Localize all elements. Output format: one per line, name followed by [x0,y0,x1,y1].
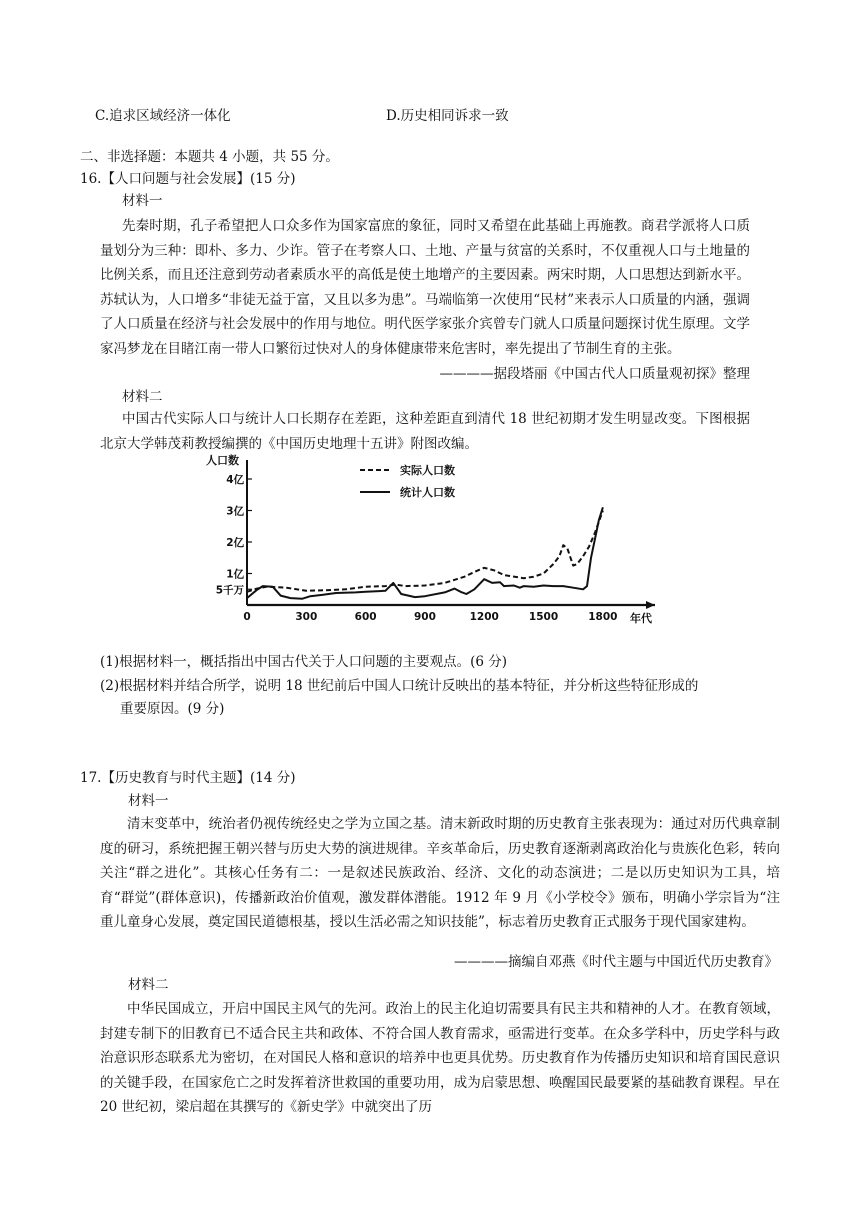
x-tick-label: 300 [295,611,318,623]
x-tick-label: 1200 [469,611,499,623]
x-tick-label: 0 [243,611,251,623]
q17-material2-text: 中华民国成立，开启中国民主风气的先河。政治上的民主化迫切需要具有民主共和精神的人才。在教育领域，封建专制下的旧教育已不适合民主共和政体、不符合国人教育需求，亟需进行变革。在众多学科中，历史学科与政治意识形态联系尤为密切，在对国民人格和意识的培养中也更具优势。历史教育作为传播历史知识和培育国民意识的关键手段，在国家危亡之时发挥着济世救国的重要功用，成为启蒙思想、唤醒国民最要紧的基础教育课程。早在 20 世纪初，梁启超在其撰写的《新史学》中就突出了历 [100,1001,780,1116]
q17-title: 17.【历史教育与时代主题】(14 分) [80,770,296,786]
q16-question1: (1)根据材料一，概括指出中国古代关于人口问题的主要观点。(6 分) [100,654,508,670]
q17-material1-label: 材料一 [128,793,169,809]
population-chart [200,448,670,628]
x-tick-label: 600 [354,611,377,623]
x-tick-label: 1500 [528,611,559,623]
x-tick-label: 900 [413,611,436,623]
y-tick-label: 4亿 [226,474,244,486]
y-tick-label: 1亿 [226,568,244,581]
q16-material1-source: ————据段塔丽《中国古代人口质量观初探》整理 [439,366,750,382]
q16-question2-line1: (2)根据材料并结合所学，说明 18 世纪前后中国人口统计反映出的基本特征，并分析这些特征形成的 [100,678,699,694]
legend-label-2: 统计人口数 [400,486,455,499]
option-d: D.历史相同诉求一致 [386,108,509,124]
q16-material1-text: 先秦时期，孔子希望把人口众多作为国家富庶的象征，同时又希望在此基础上再施教。商君学派将人口质量划分为三种：即朴、多力、少诈。管子在考察人口、土地、产量与贫富的关系时，不仅重视人口与土地量的比例关系，而且还注意到劳动者素质水平的高低是使土地增产的主要因素。两宋时期，人口思想达到新水平。苏轼认为，人口增多“非徒无益于富，又且以多为患”。马端临第一次使用“民材”来表示人口质量的内涵，强调了人口质量在经济与社会发展中的作用与地位。明代医学家张介宾曾专门就人口质量问题探讨优生原理。文学家冯梦龙在目睹江南一带人口繁衍过快对人的身体健康带来危害时，率先提出了节制生育的主张。 [100,218,750,357]
q17-material1-source: ————摘编自邓燕《时代主题与中国近代历史教育》 [454,954,778,970]
y-tick-label: 2亿 [226,537,244,549]
q16-material1-label: 材料一 [122,193,163,209]
legend-label-1: 实际人口数 [400,464,455,477]
q16-title: 16.【人口问题与社会发展】(15 分) [80,171,296,187]
q17-material1-text: 清末变革中，统治者仍视传统经史之学为立国之基。清末新政时期的历史教育主张表现为：通过对历代典章制度的研习，系统把握王朝兴替与历史大势的演进规律。辛亥革命后，历史教育逐渐剥离政治化与贵族化色彩，转向关注“群之进化”。其核心任务有二：一是叙述民族政治、经济、文化的动态演进；二是以历史知识为工具，培育“群觉”(群体意识)，传播新政治价值观，激发群体潜能。1912 年 9 月《小学校令》颁布，明确小学宗旨为“注重儿童身心发展，奠定国民道德根基，授以生活必需之知识技能”，标志着历史教育正式服务于现代国家建构。 [100,816,780,931]
x-axis-label: 年代 [630,612,652,625]
series-line-1 [247,511,603,592]
y-axis-label: 人口数 [206,454,239,467]
section-header: 二、非选择题：本题共 4 小题，共 55 分。 [80,149,339,165]
y-tick-label: 5千万 [215,584,244,597]
y-tick-label: 3亿 [226,505,244,518]
option-c: C.追求区域经济一体化 [95,108,231,124]
x-axis-arrow [646,601,655,609]
q17-material2-label: 材料二 [128,977,169,993]
q16-material2-text: 中国古代实际人口与统计人口长期存在差距，这种差距直到清代 18 世纪初期才发生明显改变。下图根据北京大学韩茂莉教授编撰的《中国历史地理十五讲》附图改编。 [100,411,750,452]
q16-material2-label: 材料二 [122,389,163,405]
q16-question2-line2: 重要原因。(9 分) [120,701,225,717]
x-tick-label: 1800 [588,611,618,623]
